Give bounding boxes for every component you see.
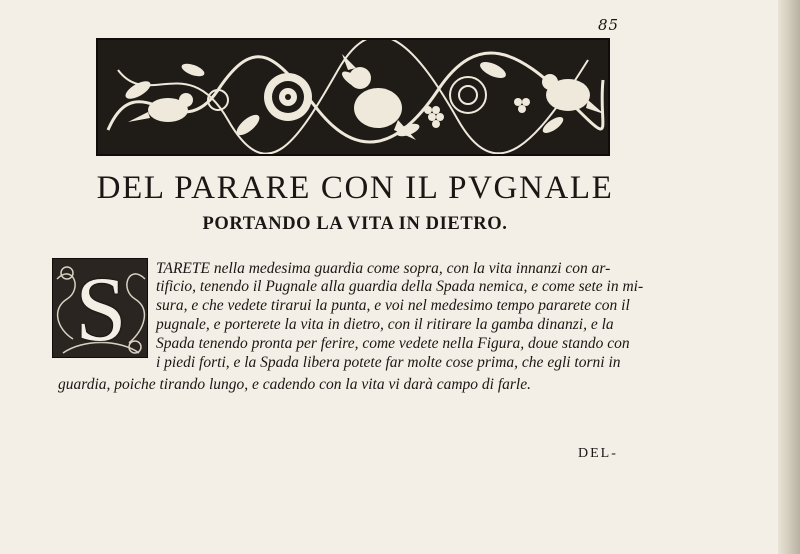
- chapter-subtitle: PORTANDO LA VITA IN DIETRO.: [202, 214, 508, 234]
- body-line: i piedi forti, e la Spada libera potete far molte cose prima, che egli torni in: [156, 354, 621, 371]
- initial-letter: S: [75, 258, 127, 358]
- catchword: DEL-: [578, 446, 618, 461]
- chapter-title: DEL PARARE CON IL PVGNALE: [96, 170, 614, 206]
- body-line: sura, e che vedete tirarui la punta, e voi nel medesimo tempo pararete con il: [156, 297, 630, 314]
- body-line: tificio, tenendo il Pugnale alla guardia della Spada nemica, e come sete in mi-: [156, 278, 644, 295]
- page-number: 85: [598, 16, 620, 34]
- body-line: pugnale, e porterete la vita in dietro, con il ritirare la gamba dinanzi, e la: [156, 316, 614, 333]
- body-line: TARETE nella medesima guardia come sopra, con la vita innanzi con ar-: [156, 260, 611, 277]
- body-line: guardia, poiche tirando lungo, e cadendo con la vita vi darà campo di farle.: [58, 376, 531, 393]
- body-line: Spada tenendo pronta per ferire, come vedete nella Figura, doue stando con: [156, 335, 630, 352]
